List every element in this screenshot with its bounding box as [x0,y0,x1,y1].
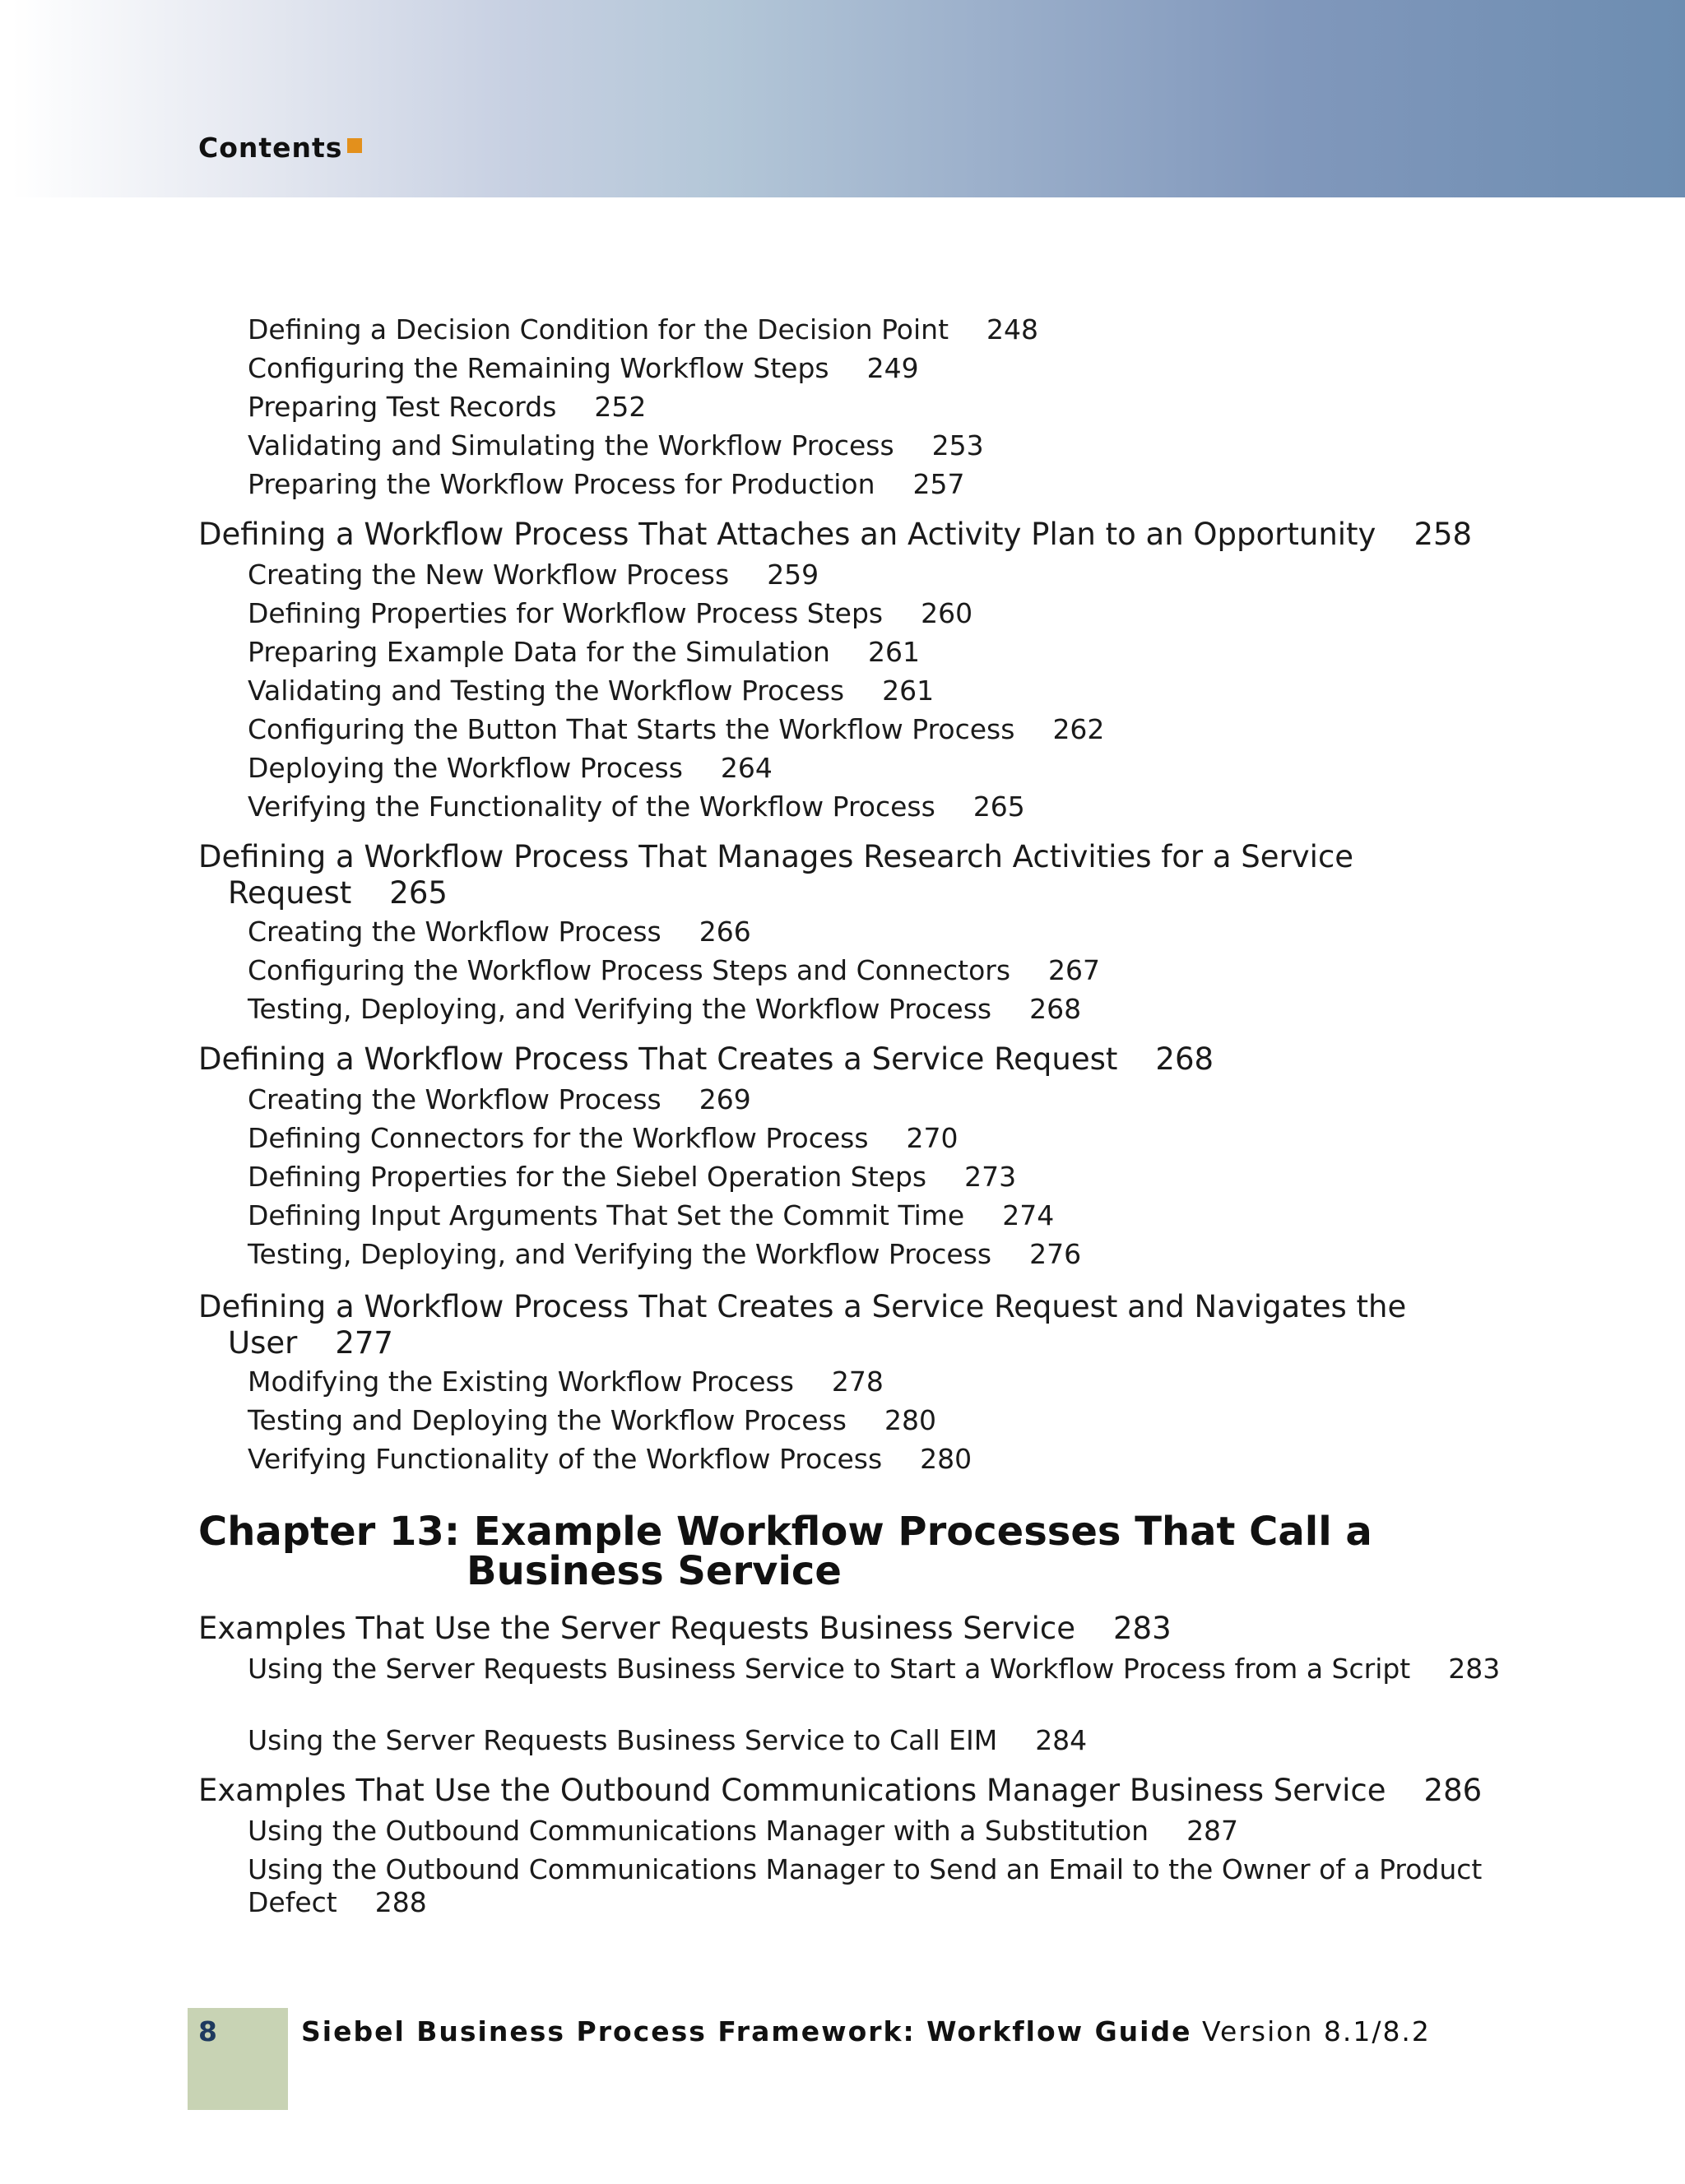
book-version: Version 8.1/8.2 [1202,2015,1431,2047]
toc-entry[interactable]: Using the Server Requests Business Service to Call EIM 284 [248,1724,1088,1756]
toc-entry[interactable]: Preparing Example Data for the Simulation 261 [248,636,920,668]
toc-entry[interactable]: Preparing the Workflow Process for Production 257 [248,468,965,500]
toc-entry[interactable]: Verifying the Functionality of the Workflow Process 265 [248,791,1025,823]
toc-section[interactable]: Defining a Workflow Process That Manages Research Activities for a Service Request 265 [198,839,1354,911]
toc-entry[interactable]: Creating the New Workflow Process 259 [248,559,819,591]
toc-entry[interactable]: Defining Connectors for the Workflow Process 270 [248,1122,959,1154]
toc-entry[interactable]: Using the Outbound Communications Manager with a Substitution 287 [248,1815,1239,1847]
toc-entry[interactable]: Testing, Deploying, and Verifying the Workflow Process 276 [248,1238,1082,1270]
toc-entry[interactable]: Modifying the Existing Workflow Process 278 [248,1366,884,1398]
toc-section[interactable]: Defining a Workflow Process That Creates a Service Request 268 [198,1041,1214,1077]
toc-entry[interactable]: Verifying Functionality of the Workflow Process 280 [248,1443,972,1475]
toc-entry[interactable]: Defining Properties for Workflow Process Steps 260 [248,597,973,629]
header-accent-square [347,138,362,153]
chapter-heading-line2: Business Service [467,1548,842,1594]
toc-entry[interactable]: Using the Outbound Communications Manager to Send an Email to the Owner of a Product Defect 288 [248,1853,1483,1918]
toc-entry[interactable]: Defining Input Arguments That Set the Commit Time 274 [248,1199,1055,1231]
book-title: Siebel Business Process Framework: Workflow Guide [301,2015,1192,2047]
footer-book-title [301,2015,1431,2047]
toc-section[interactable]: Defining a Workflow Process That Creates a Service Request and Navigates the User 277 [198,1289,1407,1361]
chapter-heading-line1: Chapter 13: Example Workflow Processes That Call a [198,1509,1372,1555]
toc-entry[interactable]: Deploying the Workflow Process 264 [248,752,773,784]
toc-entry[interactable]: Configuring the Remaining Workflow Steps 249 [248,352,919,384]
running-header: Contents [198,132,343,164]
toc-entry[interactable]: Defining a Decision Condition for the Decision Point 248 [248,313,1039,345]
toc-entry[interactable]: Validating and Testing the Workflow Process 261 [248,675,935,707]
toc-section[interactable]: Defining a Workflow Process That Attaches an Activity Plan to an Opportunity 258 [198,517,1473,552]
toc-entry[interactable]: Defining Properties for the Siebel Operation Steps 273 [248,1161,1017,1193]
toc-section[interactable]: Examples That Use the Server Requests Business Service 283 [198,1611,1172,1646]
toc-entry[interactable]: Configuring the Workflow Process Steps and Connectors 267 [248,954,1101,986]
page-number: 8 [198,2015,217,2047]
toc-entry[interactable]: Testing, Deploying, and Verifying the Workflow Process 268 [248,993,1082,1025]
toc-entry[interactable]: Validating and Simulating the Workflow Process 253 [248,429,984,461]
toc-section[interactable]: Examples That Use the Outbound Communications Manager Business Service 286 [198,1773,1483,1808]
toc-entry[interactable]: Configuring the Button That Starts the Workflow Process 262 [248,713,1105,745]
toc-entry[interactable]: Testing and Deploying the Workflow Process 280 [248,1404,936,1436]
toc-entry[interactable]: Preparing Test Records 252 [248,391,647,423]
chapter-heading[interactable] [198,1509,1482,1594]
toc-entry[interactable]: Using the Server Requests Business Service to Start a Workflow Process from a Script 283 [248,1653,1501,1685]
header-band [12,0,1685,197]
toc-entry[interactable]: Creating the Workflow Process 269 [248,1083,751,1115]
toc-entry[interactable]: Creating the Workflow Process 266 [248,916,751,948]
